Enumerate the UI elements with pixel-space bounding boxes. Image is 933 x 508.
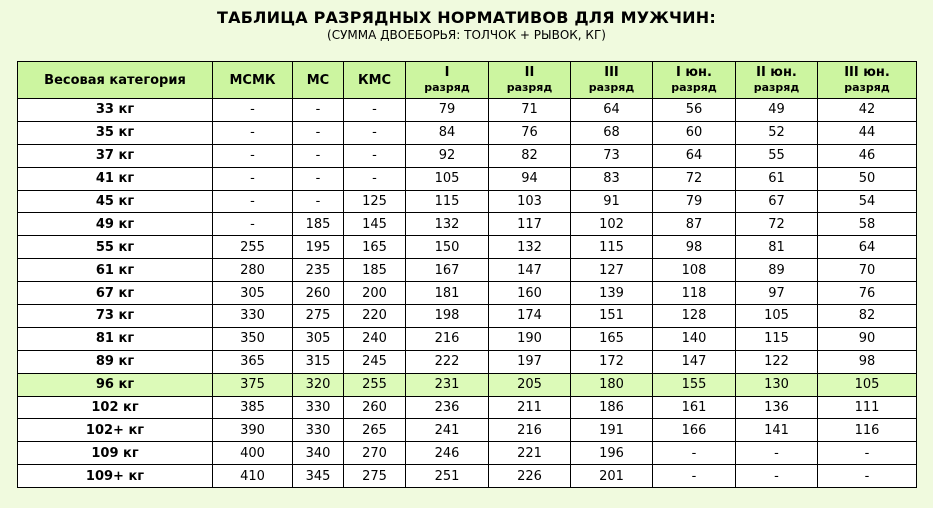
norm-value-cell: 52: [736, 121, 818, 144]
norm-value-cell: 50: [818, 167, 917, 190]
norm-value-cell: 87: [653, 213, 736, 236]
weight-category-cell: 49 кг: [18, 213, 213, 236]
norm-value-cell: 116: [818, 419, 917, 442]
norm-value-cell: 330: [213, 305, 293, 328]
column-header-sublabel: разряд: [671, 81, 717, 94]
norm-value-cell: 221: [489, 442, 571, 465]
norm-value-cell: -: [213, 167, 293, 190]
norm-value-cell: 197: [489, 350, 571, 373]
page-title: ТАБЛИЦА РАЗРЯДНЫХ НОРМАТИВОВ ДЛЯ МУЖЧИН:: [217, 8, 716, 27]
norm-value-cell: 115: [571, 236, 653, 259]
norm-value-cell: 251: [406, 465, 489, 488]
column-header: [489, 62, 571, 99]
norm-value-cell: 181: [406, 282, 489, 305]
column-header-label: КМС: [357, 72, 392, 88]
table-row: [18, 465, 917, 488]
weight-category-cell: 33 кг: [18, 99, 213, 122]
table-row: [18, 373, 917, 396]
norm-value-cell: 108: [653, 259, 736, 282]
norm-value-cell: 140: [653, 327, 736, 350]
norm-value-cell: 72: [736, 213, 818, 236]
weight-category-cell: 41 кг: [18, 167, 213, 190]
column-header: [293, 62, 344, 99]
norm-value-cell: 320: [293, 373, 344, 396]
norm-value-cell: 102: [571, 213, 653, 236]
column-header-label: I юн.: [676, 65, 712, 80]
table-row: [18, 121, 917, 144]
norm-value-cell: 97: [736, 282, 818, 305]
norm-value-cell: 172: [571, 350, 653, 373]
weight-category-cell: 96 кг: [18, 373, 213, 396]
column-header-sublabel: разряд: [753, 81, 800, 94]
norm-value-cell: -: [293, 121, 344, 144]
column-header-label: III юн.: [844, 65, 890, 80]
table-header-row: [18, 62, 917, 99]
norm-value-cell: 160: [489, 282, 571, 305]
norm-value-cell: 198: [406, 305, 489, 328]
table-row: [18, 282, 917, 305]
norm-value-cell: 81: [736, 236, 818, 259]
column-header-label: Весовая категория: [44, 72, 186, 88]
norm-value-cell: 105: [818, 373, 917, 396]
norm-value-cell: 122: [736, 350, 818, 373]
table-row: [18, 350, 917, 373]
norm-value-cell: -: [818, 465, 917, 488]
norm-value-cell: 130: [736, 373, 818, 396]
weight-category-cell: 109+ кг: [18, 465, 213, 488]
norm-value-cell: -: [213, 190, 293, 213]
table-row: [18, 419, 917, 442]
weight-category-cell: 73 кг: [18, 305, 213, 328]
norm-value-cell: 191: [571, 419, 653, 442]
table-row: [18, 213, 917, 236]
weight-category-cell: 35 кг: [18, 121, 213, 144]
norm-value-cell: 180: [571, 373, 653, 396]
norm-value-cell: 55: [736, 144, 818, 167]
norm-value-cell: 128: [653, 305, 736, 328]
norm-value-cell: 350: [213, 327, 293, 350]
norm-value-cell: 216: [489, 419, 571, 442]
norm-value-cell: 315: [293, 350, 344, 373]
table-row: [18, 144, 917, 167]
norm-value-cell: -: [213, 144, 293, 167]
norm-value-cell: -: [736, 465, 818, 488]
weight-category-cell: 67 кг: [18, 282, 213, 305]
norm-value-cell: -: [293, 144, 344, 167]
norm-value-cell: 174: [489, 305, 571, 328]
norm-value-cell: 186: [571, 396, 653, 419]
column-header-sublabel: разряд: [424, 81, 470, 94]
norm-value-cell: 72: [653, 167, 736, 190]
norm-value-cell: 365: [213, 350, 293, 373]
norm-value-cell: 125: [344, 190, 406, 213]
norm-value-cell: 222: [406, 350, 489, 373]
norm-value-cell: 71: [489, 99, 571, 122]
norm-value-cell: 165: [344, 236, 406, 259]
norm-value-cell: 98: [653, 236, 736, 259]
column-header: [571, 62, 653, 99]
norm-value-cell: -: [736, 442, 818, 465]
norm-value-cell: 246: [406, 442, 489, 465]
norm-value-cell: 132: [406, 213, 489, 236]
norm-value-cell: 275: [344, 465, 406, 488]
norm-value-cell: 235: [293, 259, 344, 282]
table-row: [18, 167, 917, 190]
norm-value-cell: 127: [571, 259, 653, 282]
norm-value-cell: 79: [406, 99, 489, 122]
norm-value-cell: 150: [406, 236, 489, 259]
column-header: [18, 62, 213, 99]
column-header-label: МСМК: [229, 72, 276, 88]
table-row: [18, 99, 917, 122]
norm-value-cell: 82: [489, 144, 571, 167]
norm-value-cell: -: [653, 442, 736, 465]
norm-value-cell: 211: [489, 396, 571, 419]
norm-value-cell: 147: [653, 350, 736, 373]
weight-category-cell: 37 кг: [18, 144, 213, 167]
weight-category-cell: 102+ кг: [18, 419, 213, 442]
norm-value-cell: 145: [344, 213, 406, 236]
norm-value-cell: -: [818, 442, 917, 465]
norm-value-cell: -: [213, 121, 293, 144]
norm-value-cell: 118: [653, 282, 736, 305]
norm-value-cell: 76: [818, 282, 917, 305]
norm-value-cell: 155: [653, 373, 736, 396]
column-header-sublabel: разряд: [844, 81, 890, 94]
table-row: [18, 236, 917, 259]
norm-value-cell: 305: [213, 282, 293, 305]
norm-value-cell: 84: [406, 121, 489, 144]
norm-value-cell: 90: [818, 327, 917, 350]
table-row: [18, 190, 917, 213]
norm-value-cell: -: [293, 190, 344, 213]
norm-value-cell: 167: [406, 259, 489, 282]
norm-value-cell: 400: [213, 442, 293, 465]
norm-value-cell: -: [344, 167, 406, 190]
norm-value-cell: 345: [293, 465, 344, 488]
table-row: [18, 259, 917, 282]
weight-category-cell: 109 кг: [18, 442, 213, 465]
norm-value-cell: 49: [736, 99, 818, 122]
norm-value-cell: 220: [344, 305, 406, 328]
norm-value-cell: 410: [213, 465, 293, 488]
column-header: [653, 62, 736, 99]
norm-value-cell: 275: [293, 305, 344, 328]
weight-category-cell: 55 кг: [18, 236, 213, 259]
norm-value-cell: 245: [344, 350, 406, 373]
norm-value-cell: 141: [736, 419, 818, 442]
norm-value-cell: 64: [818, 236, 917, 259]
norm-value-cell: 265: [344, 419, 406, 442]
norm-value-cell: -: [653, 465, 736, 488]
norm-value-cell: 147: [489, 259, 571, 282]
norm-value-cell: 205: [489, 373, 571, 396]
norm-value-cell: 79: [653, 190, 736, 213]
norm-value-cell: 226: [489, 465, 571, 488]
column-header-label: II юн.: [756, 65, 797, 80]
norm-value-cell: 92: [406, 144, 489, 167]
norm-value-cell: 54: [818, 190, 917, 213]
norm-value-cell: 185: [344, 259, 406, 282]
column-header-label: МС: [306, 72, 330, 88]
norm-value-cell: 240: [344, 327, 406, 350]
norm-value-cell: 56: [653, 99, 736, 122]
norm-value-cell: 105: [736, 305, 818, 328]
page-subtitle: (СУММА ДВОЕБОРЬЯ: ТОЛЧОК + РЫВОК, КГ): [327, 28, 606, 42]
norm-value-cell: 70: [818, 259, 917, 282]
norm-value-cell: 255: [213, 236, 293, 259]
norm-value-cell: 82: [818, 305, 917, 328]
column-header-sublabel: разряд: [506, 81, 553, 94]
norm-value-cell: 73: [571, 144, 653, 167]
table-row: [18, 442, 917, 465]
norm-value-cell: 42: [818, 99, 917, 122]
norm-value-cell: -: [213, 99, 293, 122]
column-header: [406, 62, 489, 99]
norm-value-cell: 64: [653, 144, 736, 167]
norm-value-cell: 91: [571, 190, 653, 213]
norm-value-cell: 330: [293, 419, 344, 442]
norm-value-cell: 103: [489, 190, 571, 213]
norm-value-cell: 68: [571, 121, 653, 144]
norm-value-cell: 151: [571, 305, 653, 328]
norm-value-cell: -: [344, 99, 406, 122]
norm-value-cell: 375: [213, 373, 293, 396]
column-header: [736, 62, 818, 99]
norm-value-cell: 61: [736, 167, 818, 190]
norm-value-cell: 280: [213, 259, 293, 282]
norm-value-cell: 67: [736, 190, 818, 213]
norm-value-cell: 165: [571, 327, 653, 350]
table-body: [18, 99, 917, 488]
norms-table: [17, 61, 917, 488]
column-header: [818, 62, 917, 99]
norm-value-cell: 105: [406, 167, 489, 190]
norm-value-cell: 111: [818, 396, 917, 419]
norm-value-cell: 185: [293, 213, 344, 236]
norm-value-cell: 255: [344, 373, 406, 396]
norm-value-cell: -: [344, 121, 406, 144]
norm-value-cell: 260: [344, 396, 406, 419]
weight-category-cell: 89 кг: [18, 350, 213, 373]
norm-value-cell: 117: [489, 213, 571, 236]
norm-value-cell: 98: [818, 350, 917, 373]
table-row: [18, 396, 917, 419]
column-header: [213, 62, 293, 99]
norm-value-cell: 390: [213, 419, 293, 442]
norm-value-cell: -: [293, 99, 344, 122]
column-header-label: III: [604, 65, 619, 80]
norm-value-cell: 64: [571, 99, 653, 122]
norm-value-cell: 216: [406, 327, 489, 350]
column-header-label: I: [444, 65, 450, 80]
weight-category-cell: 81 кг: [18, 327, 213, 350]
norm-value-cell: 115: [736, 327, 818, 350]
norm-value-cell: 89: [736, 259, 818, 282]
norm-value-cell: 340: [293, 442, 344, 465]
norm-value-cell: 94: [489, 167, 571, 190]
norm-value-cell: 200: [344, 282, 406, 305]
norm-value-cell: 330: [293, 396, 344, 419]
column-header-sublabel: разряд: [588, 81, 635, 94]
norm-value-cell: 83: [571, 167, 653, 190]
weight-category-cell: 45 кг: [18, 190, 213, 213]
norm-value-cell: -: [344, 144, 406, 167]
norm-value-cell: 260: [293, 282, 344, 305]
column-header-label: II: [524, 65, 535, 80]
norm-value-cell: 166: [653, 419, 736, 442]
norm-value-cell: 44: [818, 121, 917, 144]
table-row: [18, 305, 917, 328]
norm-value-cell: 236: [406, 396, 489, 419]
norm-value-cell: 231: [406, 373, 489, 396]
norm-value-cell: 46: [818, 144, 917, 167]
norm-value-cell: 136: [736, 396, 818, 419]
norm-value-cell: 195: [293, 236, 344, 259]
norm-value-cell: -: [293, 167, 344, 190]
norm-value-cell: 385: [213, 396, 293, 419]
norm-value-cell: 58: [818, 213, 917, 236]
norm-value-cell: 241: [406, 419, 489, 442]
norm-value-cell: 76: [489, 121, 571, 144]
table-row: [18, 327, 917, 350]
norm-value-cell: 115: [406, 190, 489, 213]
weight-category-cell: 102 кг: [18, 396, 213, 419]
norm-value-cell: 161: [653, 396, 736, 419]
norm-value-cell: 139: [571, 282, 653, 305]
norm-value-cell: 60: [653, 121, 736, 144]
column-header: [344, 62, 406, 99]
norm-value-cell: 196: [571, 442, 653, 465]
norm-value-cell: 270: [344, 442, 406, 465]
weight-category-cell: 61 кг: [18, 259, 213, 282]
norm-value-cell: 305: [293, 327, 344, 350]
norm-value-cell: 190: [489, 327, 571, 350]
norm-value-cell: -: [213, 213, 293, 236]
norm-value-cell: 132: [489, 236, 571, 259]
norm-value-cell: 201: [571, 465, 653, 488]
